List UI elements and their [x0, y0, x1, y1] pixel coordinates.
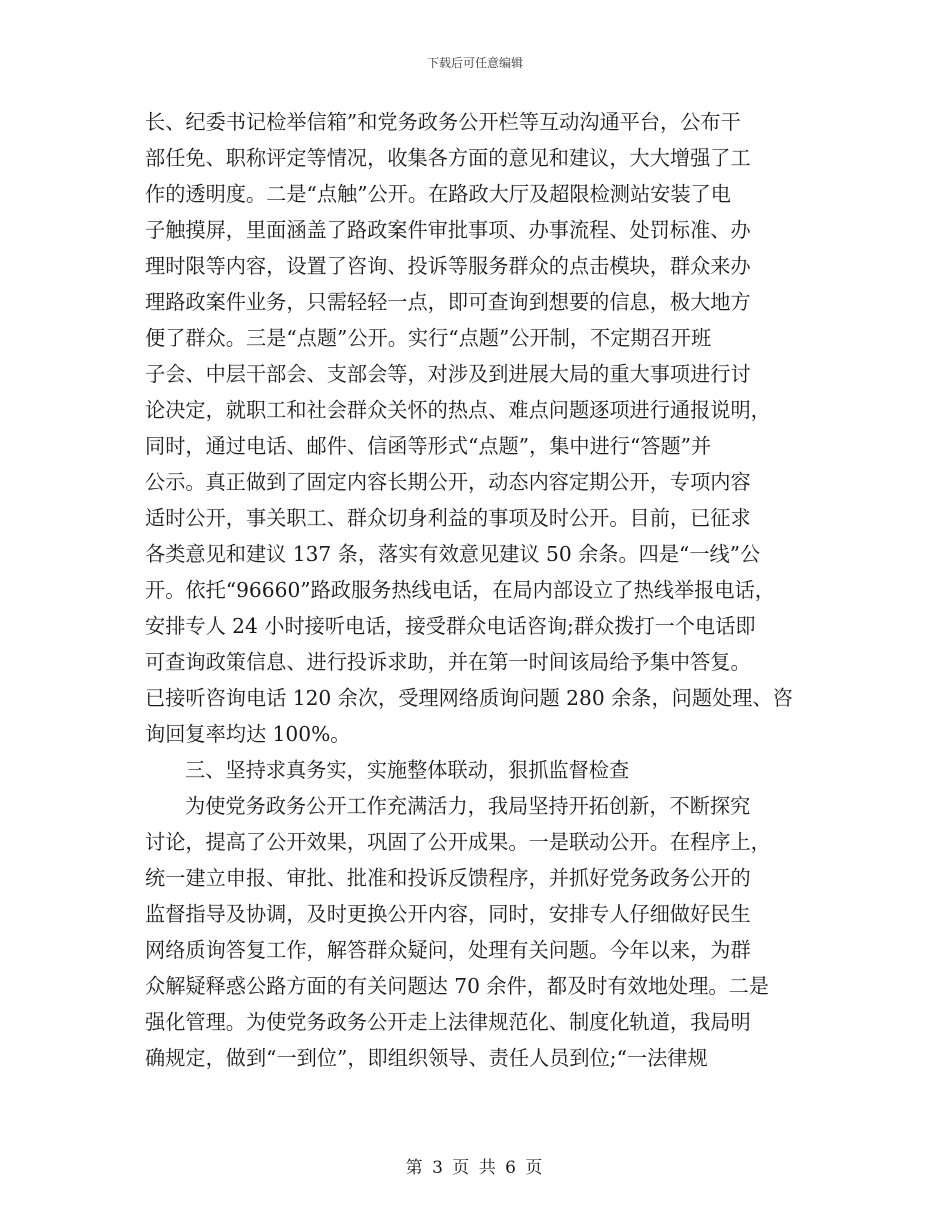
text-line: 理路政案件业务，只需轻轻一点，即可查询到想要的信息，极大地方 — [145, 290, 751, 314]
text-line: 可查询政策信息、进行投诉求助，并在第一时间该局给予集中答复。 — [145, 650, 751, 674]
document-body — [145, 104, 805, 1076]
text-line: 各类意见和建议 137 条，落实有效意见建议 50 余条。四是“一线”公 — [145, 542, 761, 566]
text-line: 已接听咨询电话 120 余次，受理网络质询问题 280 余条，问题处理、咨 — [145, 686, 793, 710]
text-line: 统一建立申报、审批、批准和投诉反馈程序，并抓好党务政务公开的 — [145, 866, 751, 890]
text-line: 适时公开，事关职工、群众切身利益的事项及时公开。目前，已征求 — [145, 506, 751, 530]
text-line: 监督指导及协调，及时更换公开内容，同时，安排专人仔细做好民生 — [145, 902, 751, 926]
text-line: 作的透明度。二是“点触”公开。在路政大厅及超限检测站安装了电 — [145, 182, 731, 206]
page-footer: 第 3 页 共 6 页 — [405, 1158, 545, 1178]
text-line: 论决定，就职工和社会群众关怀的热点、难点问题逐项进行通报说明， — [145, 398, 771, 422]
text-line: 为使党务政务公开工作充满活力，我局坚持开拓创新，不断探究 — [185, 794, 751, 818]
text-line: 长、纪委书记检举信箱”和党务政务公开栏等互动沟通平台，公布干 — [145, 110, 741, 134]
text-line: 公示。真正做到了固定内容长期公开，动态内容定期公开，专项内容 — [145, 470, 751, 494]
text-line: 询回复率均达 100%。 — [145, 722, 351, 746]
text-line: 网络质询答复工作，解答群众疑问，处理有关问题。今年以来，为群 — [145, 938, 751, 962]
text-line: 安排专人 24 小时接听电话，接受群众电话咨询;群众拨打一个电话即 — [145, 614, 756, 638]
text-line: 众解疑释惑公路方面的有关问题达 70 余件，都及时有效地处理。二是 — [145, 974, 769, 998]
text-line: 便了群众。三是“点题”公开。实行“点题”公开制，不定期召开班 — [145, 326, 712, 350]
text-line: 三、坚持求真务实，实施整体联动，狠抓监督检查 — [185, 758, 630, 782]
text-line: 开。依托“96660”路政服务热线电话，在局内部设立了热线举报电话， — [145, 578, 775, 602]
text-line: 子会、中层干部会、支部会等，对涉及到进展大局的重大事项进行讨 — [145, 362, 751, 386]
text-line: 确规定，做到“一到位”，即组织领导、责任人员到位;“一法律规 — [145, 1046, 708, 1070]
text-line: 强化管理。为使党务政务公开走上法律规范化、制度化轨道，我局明 — [145, 1010, 751, 1034]
text-line: 子触摸屏，里面涵盖了路政案件审批事项、办事流程、处罚标准、办 — [145, 218, 751, 242]
text-line: 同时，通过电话、邮件、信函等形式“点题”，集中进行“答题”并 — [145, 434, 712, 458]
page-header: 下载后可任意编辑 — [426, 56, 523, 70]
text-line: 讨论，提高了公开效果，巩固了公开成果。一是联动公开。在程序上， — [145, 830, 771, 854]
text-line: 理时限等内容，设置了咨询、投诉等服务群众的点击模块，群众来办 — [145, 254, 751, 278]
text-line: 部任免、职称评定等情况，收集各方面的意见和建议，大大增强了工 — [145, 146, 751, 170]
